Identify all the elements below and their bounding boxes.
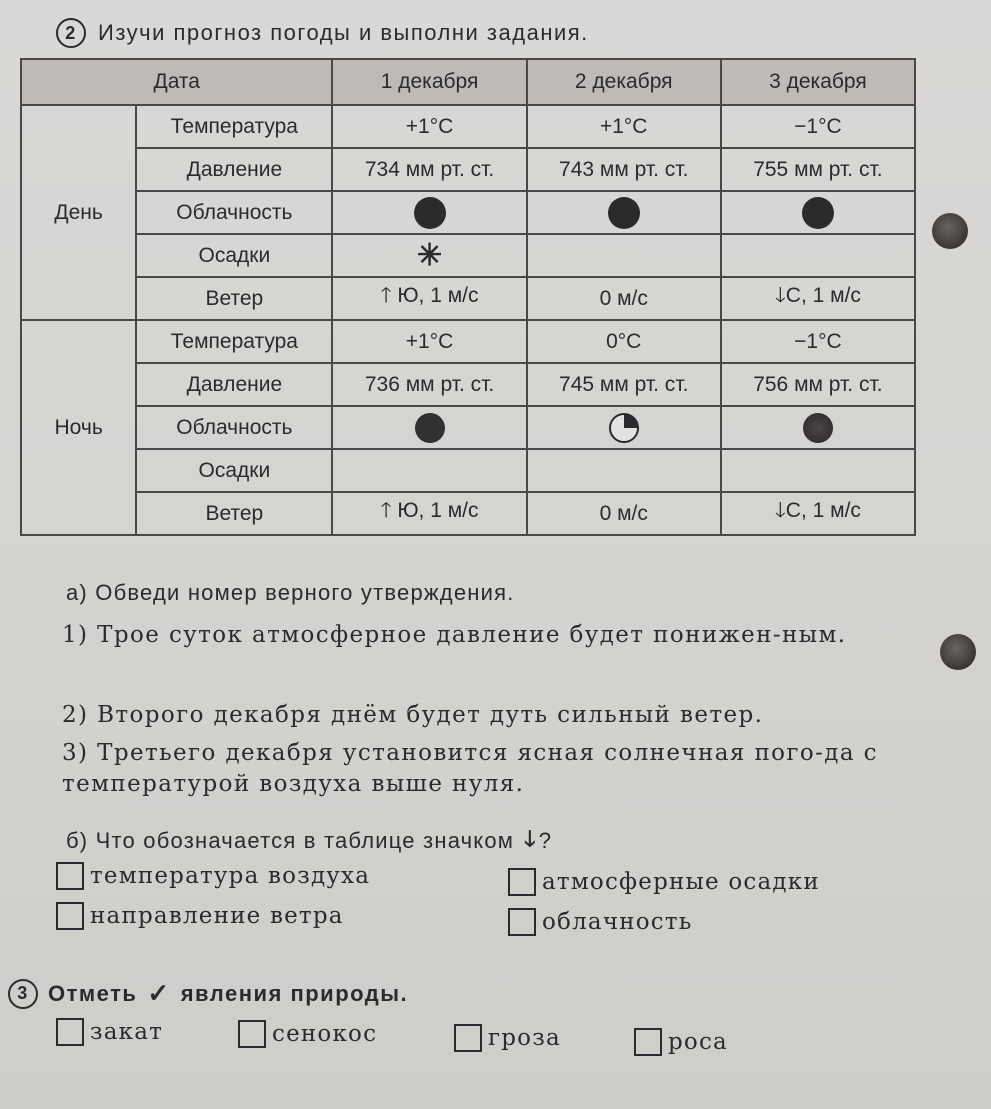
down-arrow-icon: 🡓	[524, 826, 537, 851]
period-label-day: День	[21, 105, 136, 320]
part-b-prompt-end: ?	[538, 828, 553, 853]
value-cell	[527, 191, 721, 234]
value-cell: 756 мм рт. ст.	[721, 363, 915, 406]
value-cell	[332, 406, 526, 449]
option-label: закат	[90, 1019, 164, 1045]
value-cell: +1°C	[332, 320, 526, 363]
down-arrow-icon: 🡓	[774, 284, 786, 307]
value-cell	[527, 234, 721, 277]
table-row	[21, 105, 915, 148]
value-cell	[332, 449, 526, 492]
partial-cloud-icon	[608, 412, 640, 444]
table-row	[21, 492, 915, 535]
param-label: Давление	[136, 148, 332, 191]
option-precipitation[interactable]	[508, 868, 820, 896]
value-cell: +1°C	[332, 105, 526, 148]
date-cell-2: 2 декабря	[527, 59, 721, 105]
value-cell: 0°C	[527, 320, 721, 363]
option-label: температура воздуха	[90, 863, 371, 889]
value-cell	[332, 492, 526, 535]
value-cell	[527, 406, 721, 449]
full-cloud-icon	[802, 197, 834, 229]
param-label: Ветер	[136, 492, 332, 535]
snow-icon: ✳	[416, 238, 443, 272]
param-label: Ветер	[136, 277, 332, 320]
option-wind-direction[interactable]	[56, 902, 344, 930]
value-cell: 734 мм рт. ст.	[332, 148, 526, 191]
binder-hole-top	[932, 213, 968, 249]
value-cell: 0 м/с	[527, 492, 721, 535]
param-label: Осадки	[136, 234, 332, 277]
table-row	[21, 191, 915, 234]
checkbox[interactable]	[508, 908, 536, 936]
value-cell: 755 мм рт. ст.	[721, 148, 915, 191]
table-row	[21, 363, 915, 406]
table-row	[21, 449, 915, 492]
date-cell-1: 1 декабря	[332, 59, 526, 105]
wind-value: С, 1 м/с	[785, 284, 861, 307]
option-thunderstorm[interactable]	[454, 1024, 561, 1052]
exercise-3-title-end: явления природы.	[180, 980, 409, 1006]
value-cell: 0 м/с	[527, 277, 721, 320]
checkbox[interactable]	[238, 1020, 266, 1048]
full-cloud-icon	[415, 413, 445, 443]
option-label: облачность	[542, 909, 693, 935]
option-label: гроза	[488, 1025, 561, 1051]
full-cloud-icon	[803, 413, 833, 443]
checkbox[interactable]	[56, 1018, 84, 1046]
up-arrow-icon: 🡑	[380, 499, 392, 522]
period-label-night: Ночь	[21, 320, 136, 535]
binder-hole-middle	[940, 634, 976, 670]
param-label: Давление	[136, 363, 332, 406]
exercise-2-title-text: Изучи прогноз погоды и выполни задания.	[98, 20, 589, 45]
table-row	[21, 277, 915, 320]
checkbox[interactable]	[56, 862, 84, 890]
up-arrow-icon: 🡑	[380, 284, 392, 307]
value-cell	[721, 492, 915, 535]
table-row	[21, 406, 915, 449]
param-label: Облачность	[136, 191, 332, 234]
checkbox[interactable]	[508, 868, 536, 896]
value-cell	[721, 277, 915, 320]
option-dew[interactable]	[634, 1028, 728, 1056]
statement-1[interactable]: 1) Трое суток атмосферное давление будет понижен-ным.	[62, 622, 847, 648]
value-cell: 736 мм рт. ст.	[332, 363, 526, 406]
statement-2[interactable]: 2) Второго декабря днём будет дуть сильный ветер.	[62, 702, 764, 728]
param-label: Осадки	[136, 449, 332, 492]
date-header-cell: Дата	[21, 59, 332, 105]
value-cell: +1°C	[527, 105, 721, 148]
statement-3[interactable]: 3) Третьего декабря установится ясная солнечная пого-да с температурой воздуха выше нуля.	[62, 740, 878, 797]
date-cell-3: 3 декабря	[721, 59, 915, 105]
param-label: Температура	[136, 320, 332, 363]
exercise-3-title-start: Отметь	[48, 980, 138, 1006]
value-cell	[721, 234, 915, 277]
value-cell	[332, 234, 526, 277]
part-b-prompt	[66, 822, 552, 860]
option-cloudiness[interactable]	[508, 908, 693, 936]
exercise-number-badge: 3	[8, 979, 38, 1009]
wind-value: Ю, 1 м/с	[397, 284, 479, 307]
full-cloud-icon	[608, 197, 640, 229]
value-cell: 745 мм рт. ст.	[527, 363, 721, 406]
table-row	[21, 234, 915, 277]
option-label: сенокос	[272, 1021, 378, 1047]
part-a-prompt: а) Обведи номер верного утверждения.	[66, 580, 515, 605]
value-cell	[527, 449, 721, 492]
option-label: атмосферные осадки	[542, 869, 820, 895]
exercise-2-title	[56, 18, 589, 48]
value-cell: −1°C	[721, 105, 915, 148]
option-label: роса	[668, 1029, 728, 1055]
exercise-3-title	[8, 978, 408, 1009]
table-row	[21, 148, 915, 191]
checkbox[interactable]	[634, 1028, 662, 1056]
weather-forecast-table	[20, 58, 916, 536]
value-cell	[721, 406, 915, 449]
down-arrow-icon: 🡓	[774, 499, 786, 522]
value-cell: −1°C	[721, 320, 915, 363]
part-b-prompt-text: б) Что обозначается в таблице значком	[66, 828, 515, 853]
value-cell	[721, 191, 915, 234]
option-sunset[interactable]	[56, 1018, 163, 1046]
param-label: Температура	[136, 105, 332, 148]
value-cell	[721, 449, 915, 492]
check-mark-icon: ✓	[147, 978, 171, 1008]
table-header-row	[21, 59, 915, 105]
value-cell	[332, 191, 526, 234]
option-air-temperature[interactable]	[56, 862, 370, 890]
value-cell: 743 мм рт. ст.	[527, 148, 721, 191]
option-label: направление ветра	[90, 903, 344, 929]
table-row	[21, 320, 915, 363]
checkbox[interactable]	[56, 902, 84, 930]
checkbox[interactable]	[454, 1024, 482, 1052]
param-label: Облачность	[136, 406, 332, 449]
wind-value: Ю, 1 м/с	[397, 499, 479, 522]
full-cloud-icon	[414, 197, 446, 229]
option-haymaking[interactable]	[238, 1020, 377, 1048]
exercise-number-badge: 2	[56, 18, 86, 48]
value-cell	[332, 277, 526, 320]
wind-value: С, 1 м/с	[785, 499, 861, 522]
